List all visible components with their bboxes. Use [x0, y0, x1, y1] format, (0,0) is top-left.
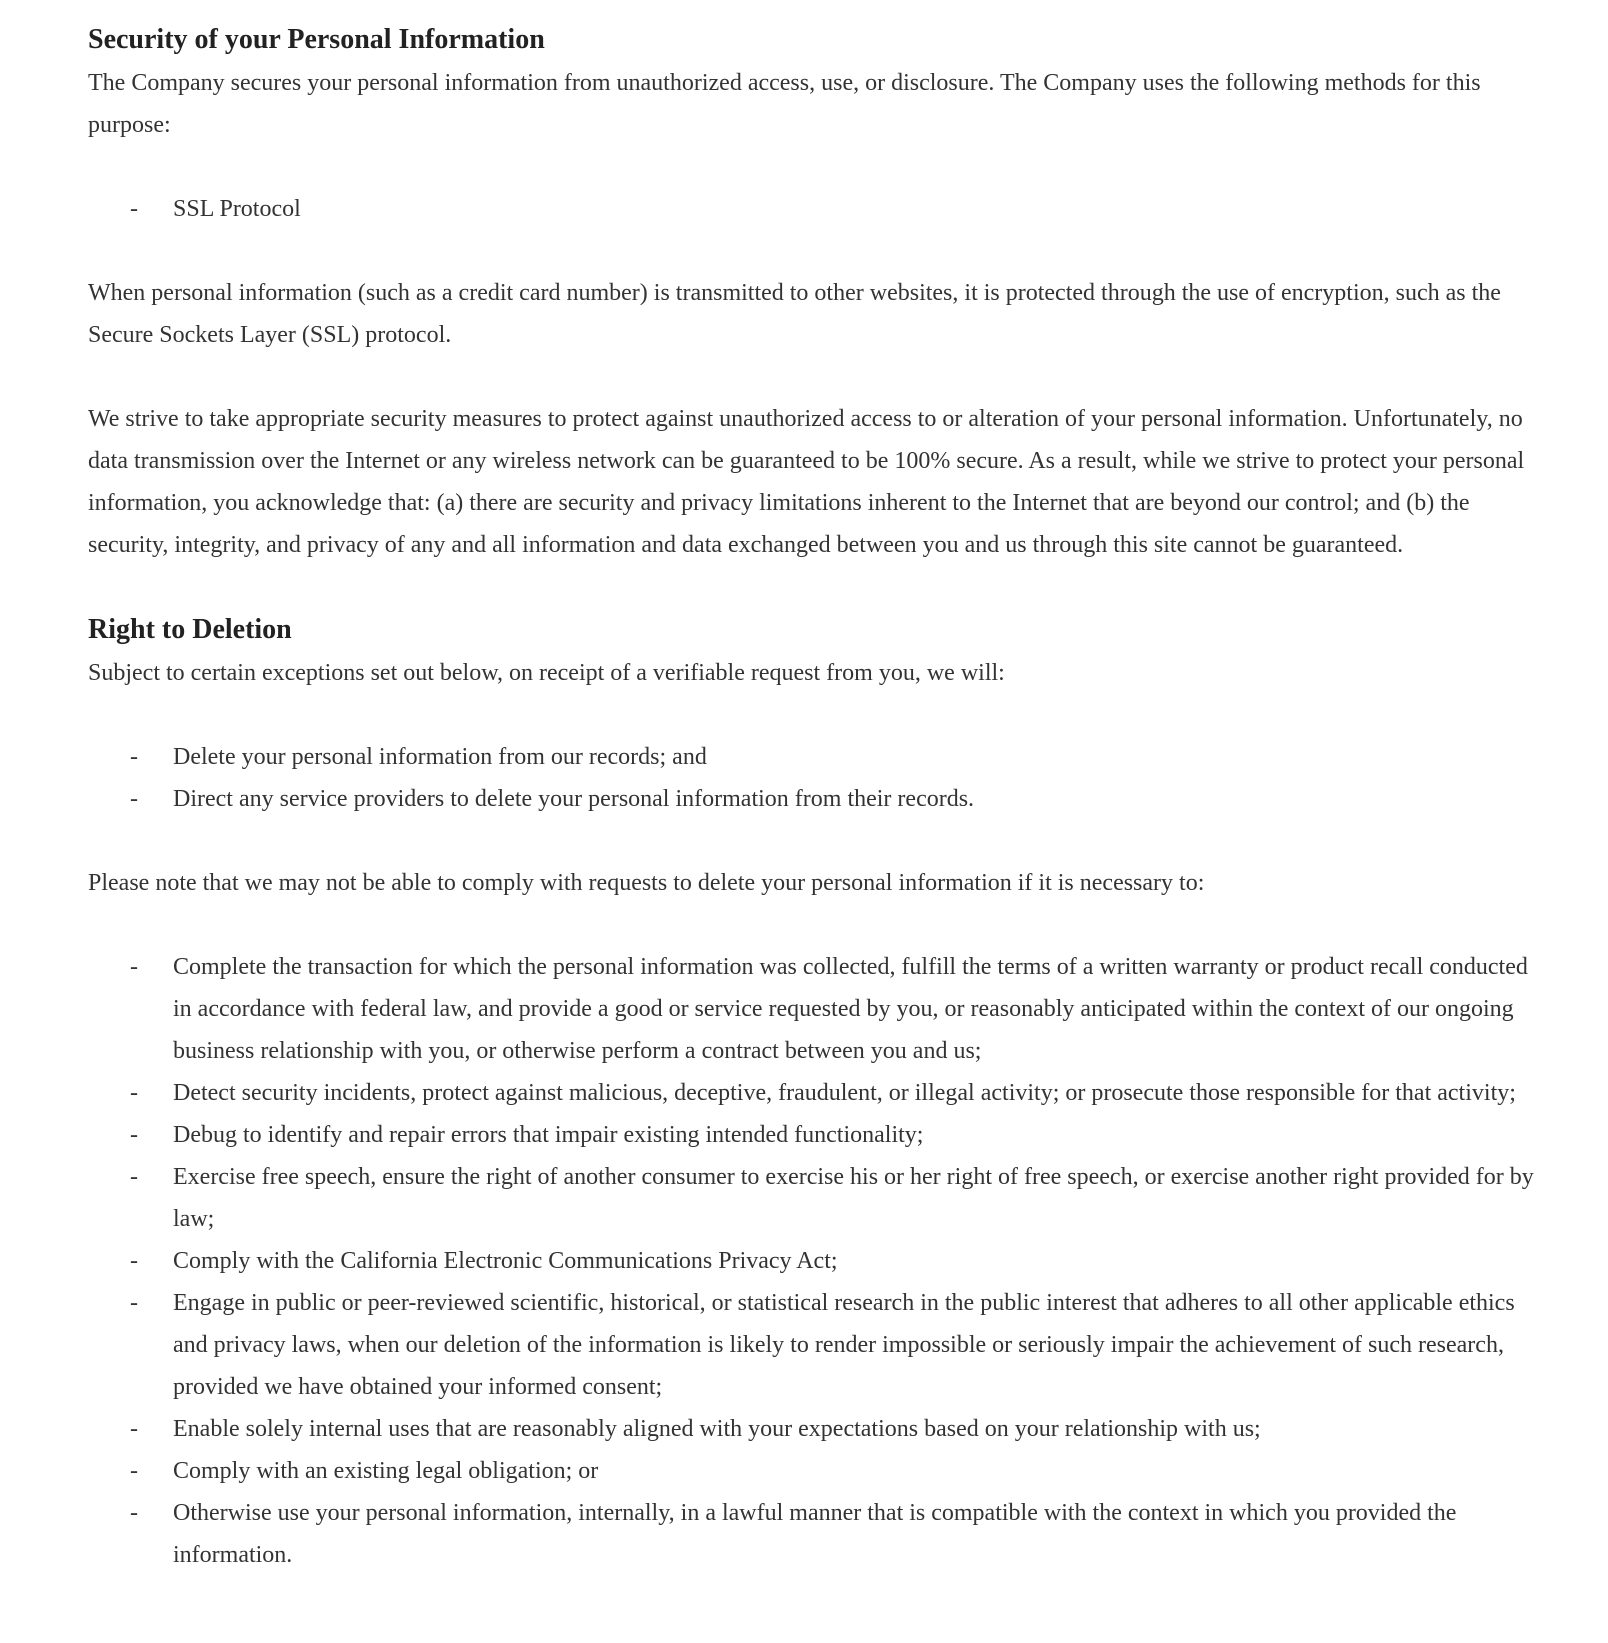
dash-bullet: -: [130, 1500, 138, 1526]
list-item: - Delete your personal information from our records; and: [88, 736, 1546, 778]
dash-bullet: -: [130, 1458, 138, 1484]
list-item: - Comply with the California Electronic Communications Privacy Act;: [88, 1240, 1546, 1282]
security-paragraph-disclaimer: We strive to take appropriate security measures to protect against unauthorized access to or alteration of your personal information. Unfortunately, no data transmission over the Internet or any wireless network can be guaranteed to be 100% secure. As a result, while we strive to protect your personal information, you acknowledge that: (a) there are security and privacy limitations inherent to the Internet that are beyond our control; and (b) the security, integrity, and privacy of any and all information and data exchanged between you and us through this site cannot be guaranteed.: [88, 406, 1525, 558]
list-item: - Detect security incidents, protect against malicious, deceptive, fraudulent, or illegal activity; or prosecute those responsible for that activity;: [88, 1072, 1546, 1114]
list-item: - Direct any service providers to delete your personal information from their records.: [88, 778, 1546, 820]
spacer: [88, 230, 1546, 272]
list-item: - Enable solely internal uses that are reasonably aligned with your expectations based on your relationship with us;: [88, 1408, 1546, 1450]
security-heading: Security of your Personal Information: [88, 24, 545, 55]
dash-bullet: -: [130, 1290, 138, 1316]
list-item: - Complete the transaction for which the personal information was collected, fulfill the terms of a written warranty or product recall conducted in accordance with federal law, and provide a good or service requested by you, or reasonably anticipated within the context of our ongoing business relationship with you, or otherwise perform a contract between you and us;: [88, 946, 1546, 1072]
spacer: [88, 694, 1546, 736]
deletion-intro: Subject to certain exceptions set out below, on receipt of a verifiable request from you, we will:: [88, 660, 1005, 686]
dash-bullet: -: [130, 1416, 138, 1442]
dash-bullet: -: [130, 1080, 138, 1106]
spacer: [88, 146, 1546, 188]
dash-bullet: -: [130, 1248, 138, 1274]
list-item: - Comply with an existing legal obligation; or: [88, 1450, 1546, 1492]
spacer: [88, 566, 1546, 608]
spacer: [88, 904, 1546, 946]
spacer: [88, 820, 1546, 862]
deletion-note: Please note that we may not be able to comply with requests to delete your personal information if it is necessary to:: [88, 870, 1205, 896]
security-paragraph-encryption: When personal information (such as a credit card number) is transmitted to other websites, it is protected through the use of encryption, such as the Secure Sockets Layer (SSL) protocol.: [88, 280, 1501, 348]
security-intro: The Company secures your personal information from unauthorized access, use, or disclosure. The Company uses the following methods for this purpose:: [88, 70, 1481, 138]
spacer: [88, 356, 1546, 398]
dash-bullet: -: [130, 744, 138, 770]
security-methods-list: [88, 188, 1546, 230]
dash-bullet: -: [130, 196, 138, 222]
dash-bullet: -: [130, 786, 138, 812]
dash-bullet: -: [130, 1164, 138, 1190]
list-item: - SSL Protocol: [88, 188, 1546, 230]
deletion-actions-list: [88, 736, 1546, 820]
list-item: - Exercise free speech, ensure the right of another consumer to exercise his or her right of free speech, or exercise another right provided for by law;: [88, 1156, 1546, 1240]
deletion-exceptions-list: [88, 946, 1546, 1576]
dash-bullet: -: [130, 954, 138, 980]
dash-bullet: -: [130, 1122, 138, 1148]
list-item: - Debug to identify and repair errors that impair existing intended functionality;: [88, 1114, 1546, 1156]
deletion-heading: Right to Deletion: [88, 614, 292, 645]
list-item: - Otherwise use your personal information, internally, in a lawful manner that is compatible with the context in which you provided the information.: [88, 1492, 1546, 1576]
list-item: - Engage in public or peer-reviewed scientific, historical, or statistical research in the public interest that adheres to all other applicable ethics and privacy laws, when our deletion of the information is likely to render impossible or seriously impair the achievement of such research, provided we have obtained your informed consent;: [88, 1282, 1546, 1408]
